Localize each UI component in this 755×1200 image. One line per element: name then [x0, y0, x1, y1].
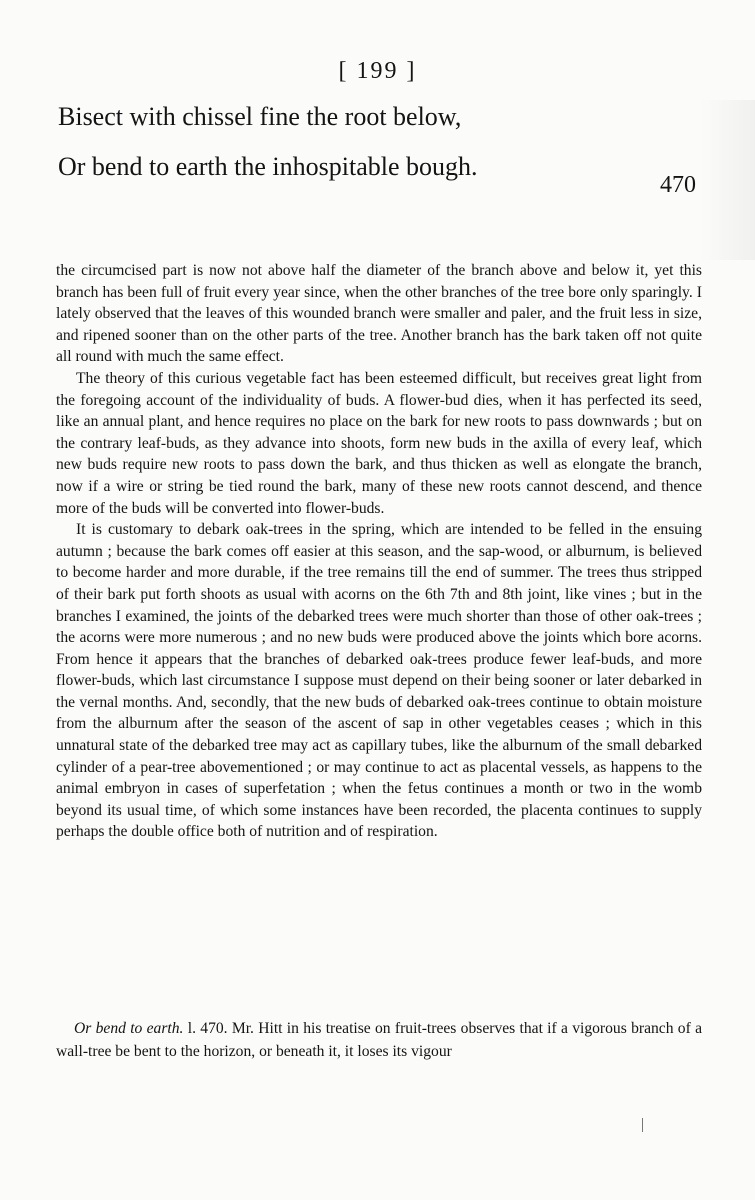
- verse-line-2: Or bend to earth the inhospitable bough.: [58, 152, 478, 181]
- stray-mark: [642, 1118, 643, 1132]
- note-paragraph-3: It is customary to debark oak-trees in the spring, which are intended to be felled in the ensuing autumn ; because the bark comes off easier at this season, and the sap-wood, or alburnum, is believed to become harder and more durable, if the tree remains till the end of summer. The trees thus stripped of their bark put forth shoots as usual with acorns on the 6th 7th and 8th joint, like vines ; but in the branches I examined, the joints of the debarked trees were much shorter than those of other oak-trees ; the acorns were more numerous ; and no new buds were produced above the joints which bore acorns. From hence it appears that the branches of debarked oak-trees produce fewer leaf-buds, and more flower-buds, which last circumstance I suppose must depend on their being sooner or later debarked in the vernal months. And, secondly, that the new buds of debarked oak-trees continue to obtain moisture from the alburnum after the season of the ascent of sap in other vegetables ceases ; which in this unnatural state of the debarked tree may act as capillary tubes, like the alburnum of the small debarked cylinder of a pear-tree abovementioned ; or may continue to act as placental vessels, as happens to the animal embryon in cases of superfetation ; when the fetus continues a month or two in the womb beyond its usual time, of which some instances have been recorded, the placenta continues to supply perhaps the double office both of nutrition and of respiration.: [56, 521, 702, 841]
- note-paragraph-1: the circumcised part is now not above half the diameter of the branch above and below it, yet this branch has been full of fruit every year since, when the other branches of the tree bore only sparingly. I lately observed that the leaves of this wounded branch were smaller and paler, and the fruit less in size, and ripened sooner than on the other parts of the tree. Another branch has the bark taken off not quite all round with much the same effect.: [56, 262, 702, 366]
- page-number: [ 199 ]: [338, 58, 417, 84]
- show-through-shadow: [700, 100, 755, 260]
- note-paragraph-2: The theory of this curious vegetable fact has been esteemed difficult, but receives great light from the foregoing account of the individuality of buds. A flower-bud dies, when it has perfected its seed, like an annual plant, and hence requires no place on the bark for new roots to pass downwards ; but on the contrary leaf-buds, as they advance into shoots, form new buds in the axilla of every leaf, which new buds require new roots to pass down the bark, and thus thicken as well as elongate the branch, now if a wire or string be tied round the bark, many of these new roots cannot descend, and thence more of the buds will be converted into flower-buds.: [56, 369, 702, 517]
- verse-line-number: 470: [660, 172, 696, 198]
- note-paragraph-4: [56, 1017, 702, 1063]
- footnote-body: [56, 260, 702, 843]
- lemma-or-bend-to-earth: Or bend to earth.: [74, 1020, 184, 1037]
- verse-line-1: Bisect with chissel fine the root below,: [58, 102, 462, 131]
- note-paragraph-4-text: l. 470. Mr. Hitt in his treatise on fruit-trees observes that if a vigorous branch of a wall-tree be bent to the horizon, or beneath it, it loses its vigour: [56, 1020, 702, 1060]
